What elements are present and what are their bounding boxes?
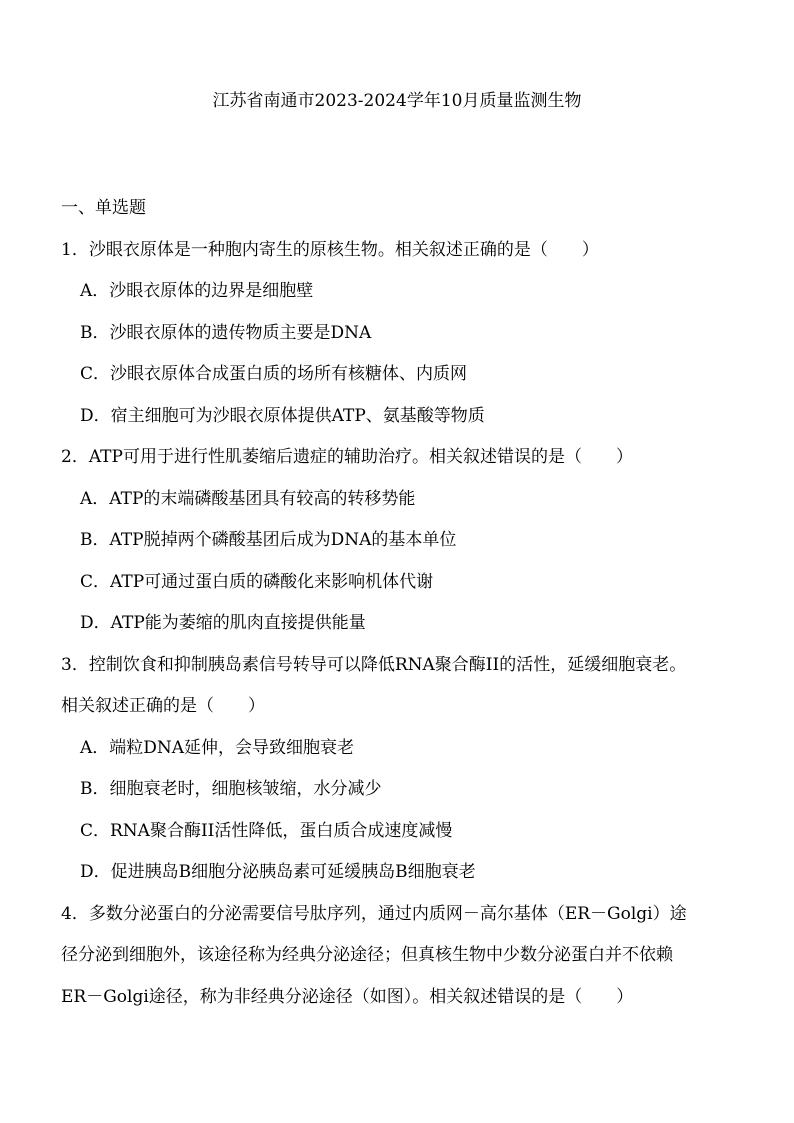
question-stem: 2．ATP可用于进行性肌萎缩后遗症的辅助治疗。相关叙述错误的是（ ） <box>61 447 633 467</box>
option-b: B．沙眼衣原体的遗传物质主要是DNA <box>80 322 372 343</box>
question-stem-line: 相关叙述正确的是（ ） <box>61 696 265 716</box>
option-a: A．沙眼衣原体的边界是细胞壁 <box>80 281 314 301</box>
option-d: D．促进胰岛B细胞分泌胰岛素可延缓胰岛B细胞衰老 <box>80 862 476 882</box>
question-list <box>61 188 761 1018</box>
question-1 <box>61 230 761 438</box>
option-b: B．ATP脱掉两个磷酸基团后成为DNA的基本单位 <box>80 530 457 550</box>
option-c: C．沙眼衣原体合成蛋白质的场所有核糖体、内质网 <box>80 364 468 384</box>
option-c: C．RNA聚合酶II活性降低，蛋白质合成速度减慢 <box>80 820 453 841</box>
option-d: D．宿主细胞可为沙眼衣原体提供ATP、氨基酸等物质 <box>80 405 485 426</box>
option-b: B．细胞衰老时，细胞核皱缩，水分减少 <box>80 779 382 799</box>
question-stem-line: 3．控制饮食和抑制胰岛素信号转导可以降低RNA聚合酶II的活性，延缓细胞衰老。 <box>61 654 687 675</box>
option-a: A．ATP的末端磷酸基团具有较高的转移势能 <box>80 488 416 509</box>
question-stem-line: ER－Golgi途径，称为非经典分泌途径（如图）。相关叙述错误的是（ ） <box>61 986 634 1007</box>
question-stem-line: 径分泌到细胞外，该途径称为经典分泌途径；但真核生物中少数分泌蛋白并不依赖 <box>61 945 673 965</box>
question-4 <box>61 894 761 1019</box>
option-a: A．端粒DNA延伸，会导致细胞衰老 <box>80 737 355 758</box>
question-stem-line: 4．多数分泌蛋白的分泌需要信号肽序列，通过内质网－高尔基体（ER－Golgi）途 <box>61 903 687 924</box>
question-2 <box>61 437 761 645</box>
section-heading: 一、单选题 <box>61 198 146 218</box>
question-3 <box>61 645 761 894</box>
question-stem: 1．沙眼衣原体是一种胞内寄生的原核生物。相关叙述正确的是（ ） <box>61 239 599 260</box>
option-c: C．ATP可通过蛋白质的磷酸化来影响机体代谢 <box>80 571 434 592</box>
option-d: D．ATP能为萎缩的肌肉直接提供能量 <box>80 613 366 633</box>
document-title: 江苏省南通市2023-2024学年10月质量监测生物 <box>212 91 582 111</box>
